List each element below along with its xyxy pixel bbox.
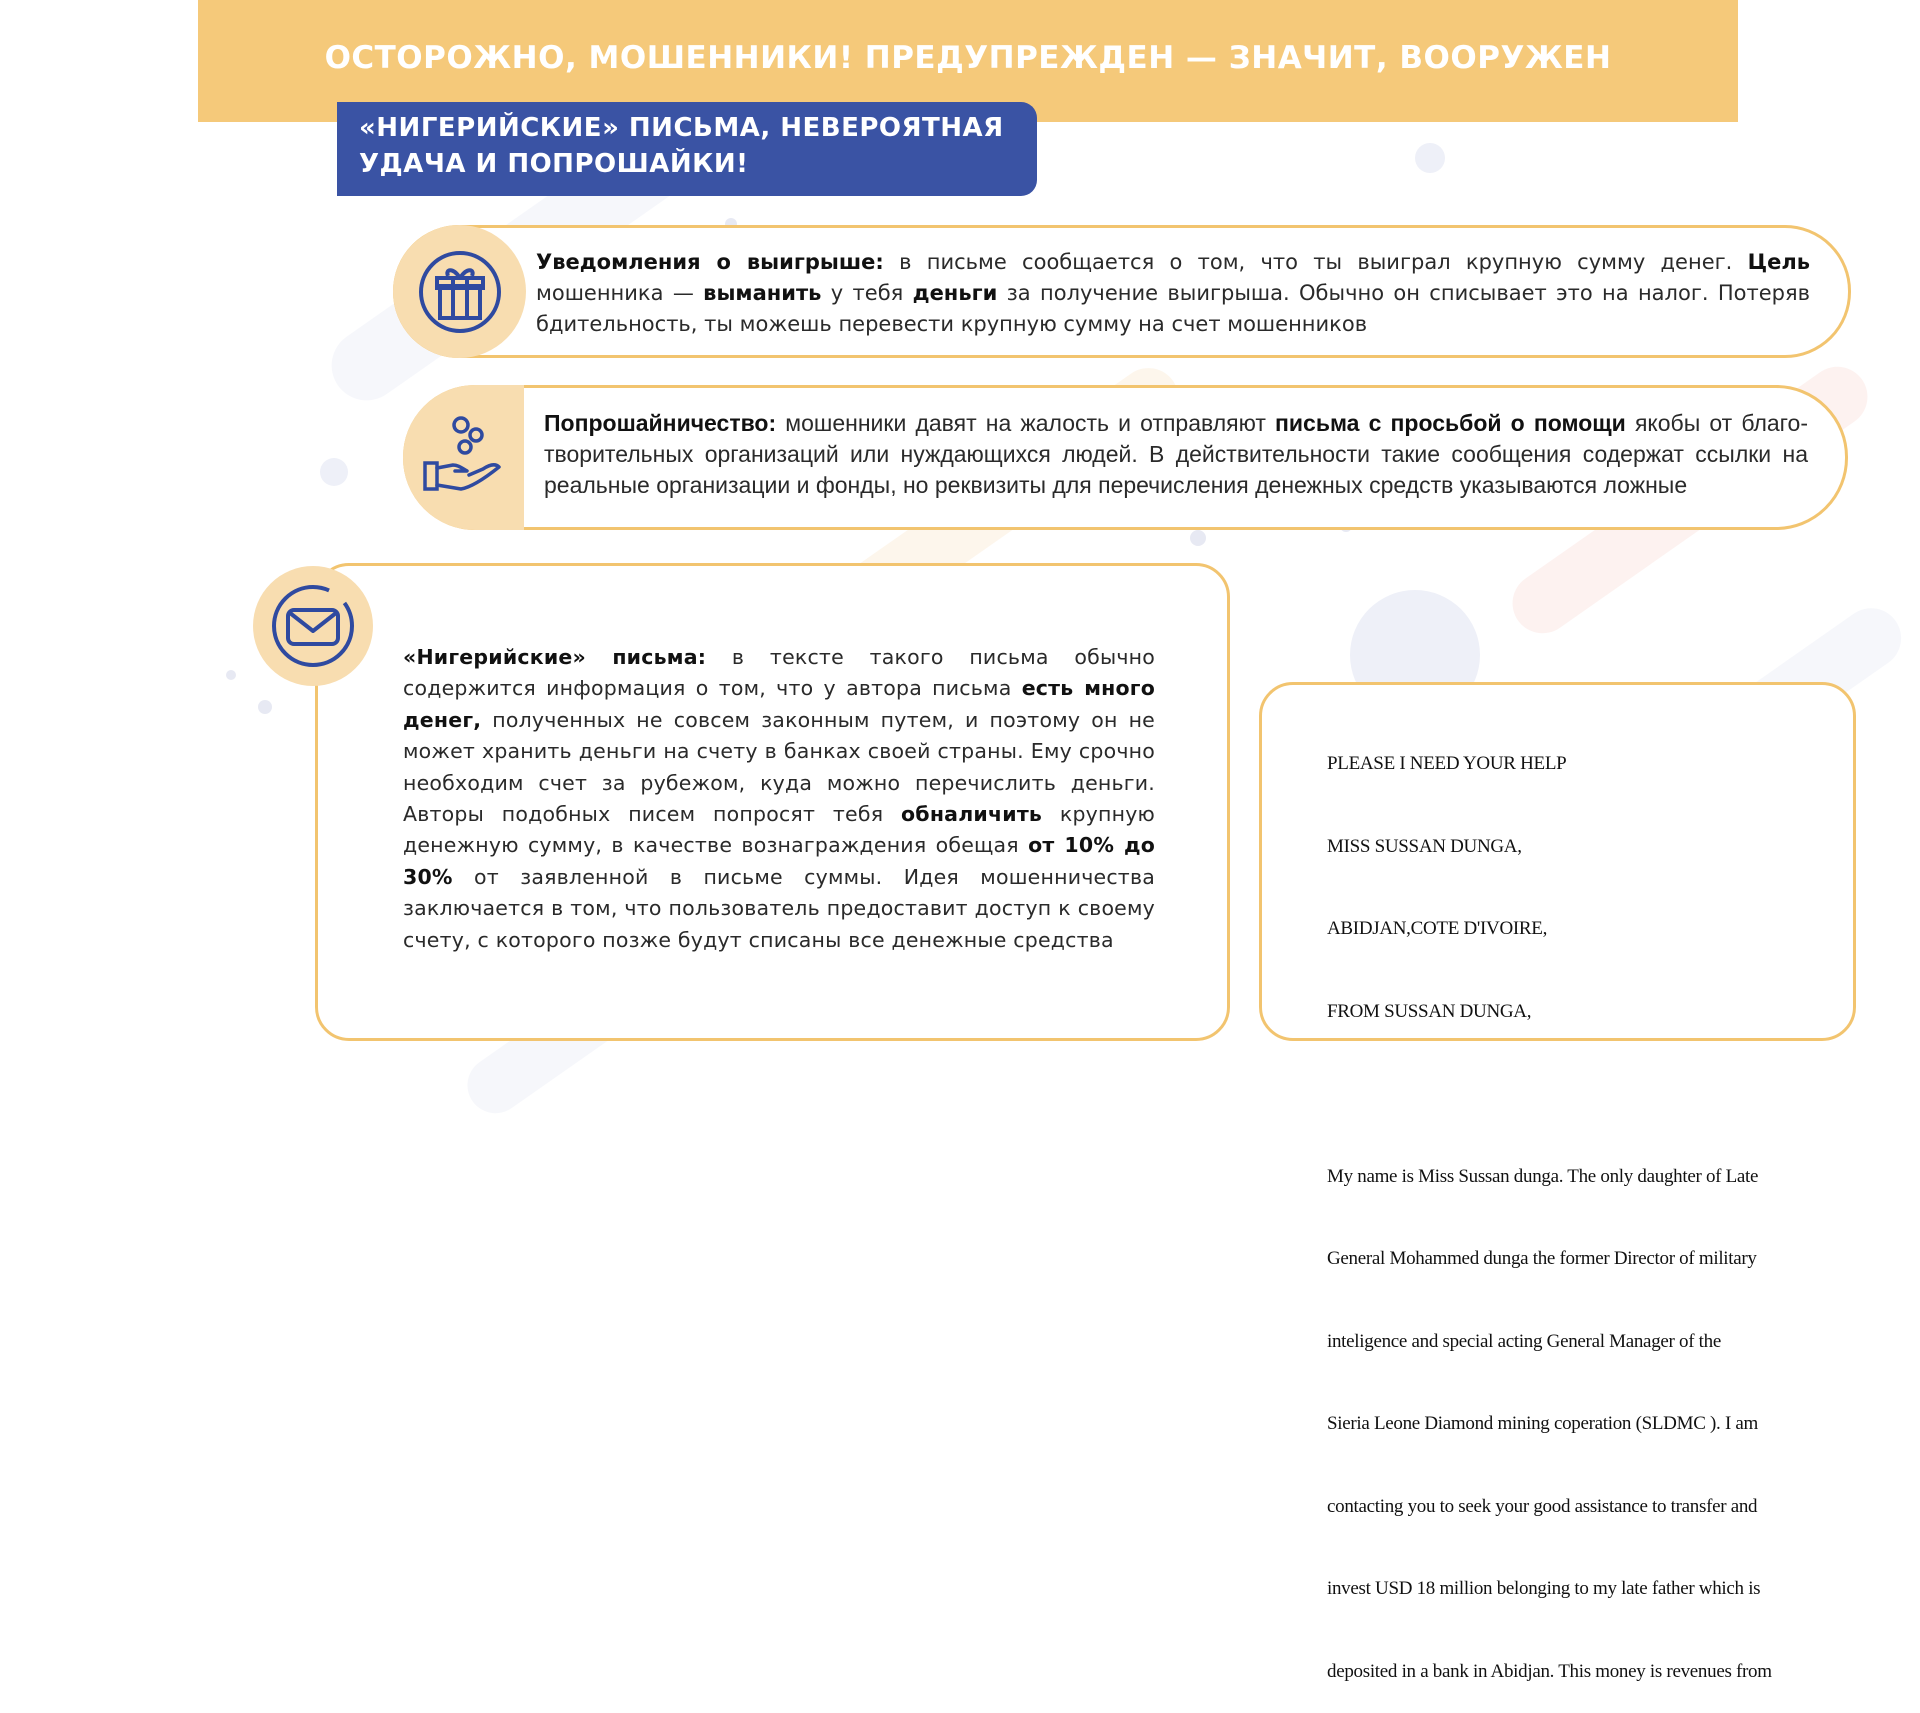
hand-coins-icon-circle [403,385,524,530]
letter-line: PLEASE I NEED YOUR HELP [1327,753,1567,774]
nigerian-text-2: полученных не совсем законным путем, и поэтому он не может хранить деньги на счету в банках своей страны. Ему срочно необходим счет за рубежом, куда можно перечислить деньги. Авторы подобных писем попросят тебя [403,707,1155,827]
nigerian-letters-text [403,642,1155,956]
gift-icon-circle [393,225,526,358]
subtitle-line-1: «НИГЕРИЙСКИЕ» ПИСЬМА, НЕВЕРОЯТНАЯ [359,113,1004,143]
letter-line: General Mohammed dunga the former Director of military [1327,1248,1757,1269]
background-dot [1415,143,1445,173]
nigerian-text-4: от заявленной в письме суммы. Идея мошенничества заключается в том, что пользователь предоставит доступ к своему счету, с которого позже будут списаны все денежные средства [403,864,1155,952]
background-dot [258,700,272,714]
prize-text-4: за получение выигрыша. Обычно он списывает это на налог. Потеряв бдительность, ты можешь перевести крупную сумму на счет мошенников [536,281,1810,336]
background-dot [320,458,348,486]
letter-line [1327,1080,1827,1108]
letter-line: invest USD 18 million belonging to my late father which is [1327,1578,1761,1599]
letter-line: ABIDJAN,COTE D'IVOIRE, [1327,918,1548,939]
letter-line: Sieria Leone Diamond mining coperation (SLDMC ). I am [1327,1413,1759,1434]
nigerian-text-3: крупную денежную сумму, в качестве вознаграждения обещая [403,802,1155,858]
begging-text [544,408,1808,501]
hand-coins-icon [419,413,509,503]
prize-notification-text [536,247,1810,340]
letter-line: FROM SUSSAN DUNGA, [1327,1000,1532,1022]
letter-line: inteligence and special acting General Manager of the [1327,1330,1721,1352]
nigerian-text-1: в тексте такого письма обычно содержится информация о том, что у автора письма [403,645,1155,701]
prize-bold-1: Цель [1747,250,1810,274]
background-dot [226,670,236,680]
subtitle-line-2: УДАЧА И ПОПРОШАЙКИ! [359,149,749,179]
begging-term: Попрошайничество: [544,410,777,436]
envelope-icon-circle [253,566,373,686]
background-dot [1190,530,1206,546]
nigerian-bold-3: от 10% до 30% [403,833,1155,889]
prize-text-3: у тебя [821,281,913,305]
prize-text-2: мошенника — [536,281,704,305]
page-title: ОСТОРОЖНО, МОШЕННИКИ! ПРЕДУПРЕЖДЕН — ЗНАЧИТ, ВООРУЖЕН [324,40,1612,76]
nigerian-bold-1: есть много денег, [403,676,1155,732]
envelope-icon [270,583,356,669]
nigerian-term: «Нигерийские» письма: [403,645,707,669]
sample-letter-text [1327,695,1827,1713]
prize-bold-3: деньги [912,281,998,305]
letter-line: contacting you to seek your good assistance to transfer and [1327,1495,1758,1517]
section-subtitle [337,102,1037,196]
letter-line: My name is Miss Sussan dunga. The only daughter of Late [1327,1165,1759,1187]
prize-term: Уведомления о выигрыше: [536,250,884,274]
letter-line: MISS SUSSAN DUNGA, [1327,835,1522,857]
letter-line: deposited in a bank in Abidjan. This money is revenues from [1327,1660,1772,1682]
prize-text-1: в письме сообщается о том, что ты выиграл крупную сумму денег. [883,250,1748,274]
prize-bold-2: выманить [703,281,822,305]
begging-text-1: мошенники давят на жалость и отправляют [776,410,1275,436]
begging-text-2: якобы от благо-творительных организаций или нуждающихся людей. В действительности такие сообщения содержат ссылки на реальные организации и фонды, но реквизиты для перечисления денежных средств указываются ложные [544,410,1809,498]
nigerian-bold-2: обналичить [901,802,1043,827]
begging-bold-1: письма с просьбой о помощи [1275,410,1626,436]
gift-icon [417,249,503,335]
